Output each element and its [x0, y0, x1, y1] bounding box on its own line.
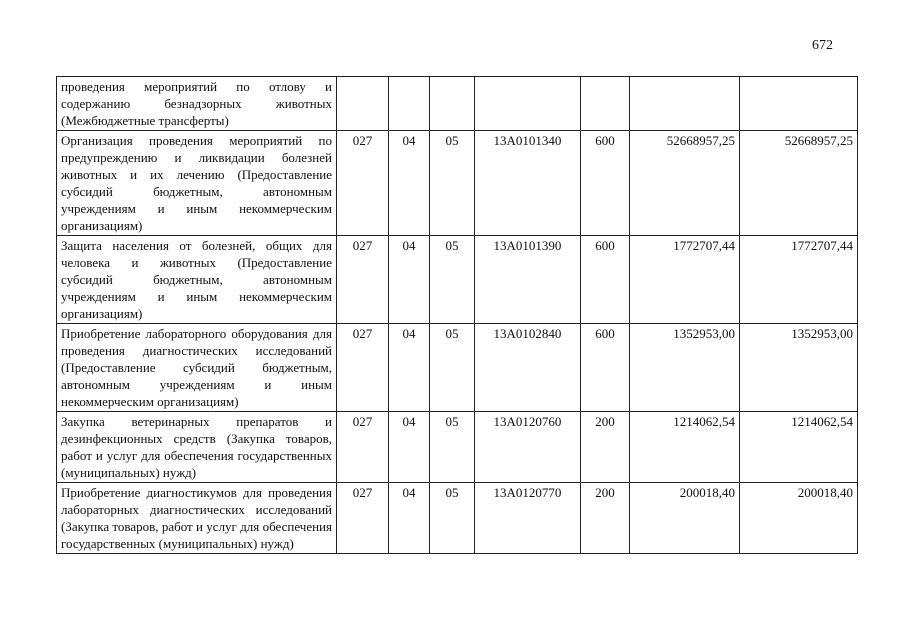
row-description: Закупка ветеринарных препаратов и дезинфекционных средств (Закупка товаров, работ и услуг для обеспечения государственных (муниципальных) нужд): [57, 412, 337, 483]
budget-table: [56, 76, 858, 554]
row-expense-type-code: 600: [581, 131, 630, 236]
row-subsection-code: 05: [430, 483, 475, 554]
row-expense-type-code: 200: [581, 483, 630, 554]
row-section-code: 04: [389, 236, 430, 324]
row-expense-type-code: 600: [581, 236, 630, 324]
row-description: Организация проведения мероприятий по предупреждению и ликвидации болезней животных и их лечению (Предоставление субсидий бюджетным, автономным учреждениям и иным некоммерческим организациям): [57, 131, 337, 236]
row-amount-2: 1352953,00: [740, 324, 858, 412]
row-target-article-code: [475, 77, 581, 131]
row-target-article-code: 13А0120770: [475, 483, 581, 554]
row-amount-1: [630, 77, 740, 131]
table-body: [57, 77, 858, 554]
row-amount-2: 52668957,25: [740, 131, 858, 236]
row-subsection-code: 05: [430, 131, 475, 236]
row-grbs-code: 027: [337, 412, 389, 483]
table-row: [57, 324, 858, 412]
row-expense-type-code: 600: [581, 324, 630, 412]
row-grbs-code: 027: [337, 131, 389, 236]
table-row: [57, 412, 858, 483]
row-amount-2: [740, 77, 858, 131]
table-row: [57, 77, 858, 131]
row-description: Приобретение диагностикумов для проведения лабораторных диагностических исследований (Закупка товаров, работ и услуг для обеспечения государственных (муниципальных) нужд): [57, 483, 337, 554]
row-subsection-code: [430, 77, 475, 131]
row-subsection-code: 05: [430, 236, 475, 324]
row-section-code: 04: [389, 131, 430, 236]
row-description: Защита населения от болезней, общих для человека и животных (Предоставление субсидий бюджетным, автономным учреждениям и иным некоммерческим организациям): [57, 236, 337, 324]
row-target-article-code: 13А0120760: [475, 412, 581, 483]
row-section-code: 04: [389, 324, 430, 412]
row-amount-1: 1214062,54: [630, 412, 740, 483]
row-amount-1: 52668957,25: [630, 131, 740, 236]
row-amount-1: 200018,40: [630, 483, 740, 554]
row-grbs-code: 027: [337, 324, 389, 412]
row-target-article-code: 13А0102840: [475, 324, 581, 412]
table-row: [57, 483, 858, 554]
row-grbs-code: 027: [337, 236, 389, 324]
page-number: 672: [812, 38, 833, 53]
row-grbs-code: [337, 77, 389, 131]
row-description: проведения мероприятий по отлову и содержанию безнадзорных животных (Межбюджетные трансферты): [57, 77, 337, 131]
row-subsection-code: 05: [430, 412, 475, 483]
row-target-article-code: 13А0101340: [475, 131, 581, 236]
row-expense-type-code: 200: [581, 412, 630, 483]
row-section-code: [389, 77, 430, 131]
row-description: Приобретение лабораторного оборудования для проведения диагностических исследований (Предоставление субсидий бюджетным, автономным учреждениям и иным некоммерческим организациям): [57, 324, 337, 412]
table-row: [57, 131, 858, 236]
row-amount-1: 1352953,00: [630, 324, 740, 412]
row-section-code: 04: [389, 483, 430, 554]
row-expense-type-code: [581, 77, 630, 131]
row-subsection-code: 05: [430, 324, 475, 412]
row-target-article-code: 13А0101390: [475, 236, 581, 324]
table-row: [57, 236, 858, 324]
row-grbs-code: 027: [337, 483, 389, 554]
row-amount-2: 1772707,44: [740, 236, 858, 324]
row-amount-2: 1214062,54: [740, 412, 858, 483]
row-section-code: 04: [389, 412, 430, 483]
row-amount-2: 200018,40: [740, 483, 858, 554]
row-amount-1: 1772707,44: [630, 236, 740, 324]
